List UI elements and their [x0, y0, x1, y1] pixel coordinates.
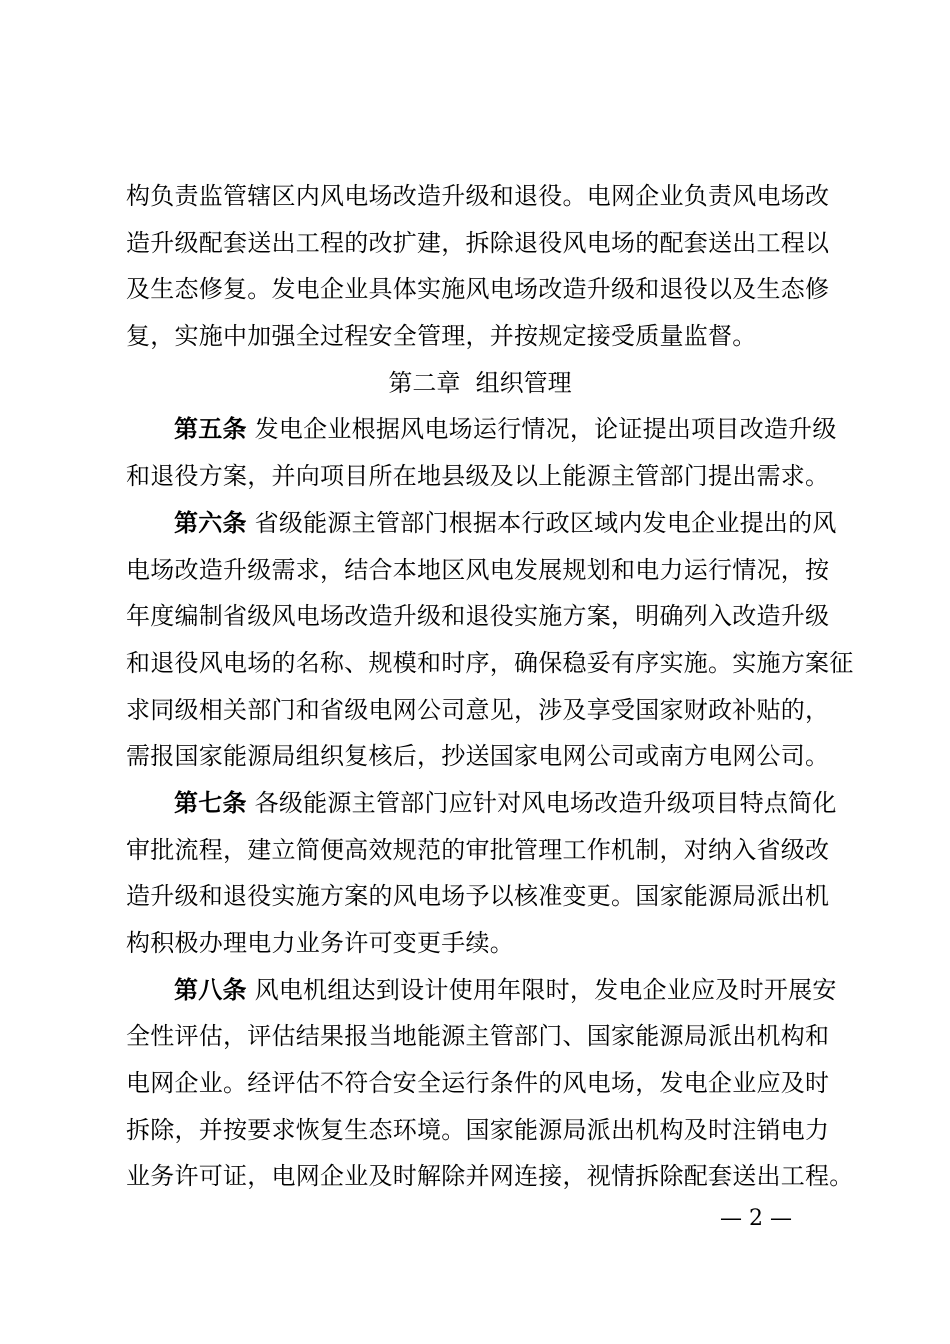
text-line: 及生态修复。发电企业具体实施风电场改造升级和退役以及生态修 — [126, 275, 830, 304]
article-text: 各级能源主管部门应针对风电场改造升级项目特点简化 — [254, 788, 837, 817]
text-line: 年度编制省级风电场改造升级和退役实施方案，明确列入改造升级 — [126, 602, 830, 631]
text-line: 构积极办理电力业务许可变更手续。 — [126, 929, 514, 957]
article-8 — [126, 967, 854, 1200]
article-7 — [126, 780, 837, 967]
article-5 — [126, 406, 837, 499]
article-text: 省级能源主管部门根据本行政区域内发电企业提出的风 — [254, 508, 837, 537]
article-first-line — [126, 406, 837, 453]
page-number: — 2 — — [720, 1206, 792, 1231]
article-first-line — [126, 500, 837, 547]
text-line: 需报国家能源局组织复核后，抄送国家电网公司或南方电网公司。 — [126, 742, 830, 771]
text-line: 造升级和退役实施方案的风电场予以核准变更。国家能源局派出机 — [126, 882, 830, 911]
text-line: 全性评估，评估结果报当地能源主管部门、国家能源局派出机构和 — [126, 1022, 830, 1051]
article-number: 第八条 — [174, 975, 247, 1004]
text-line: 审批流程，建立简便高效规范的审批管理工作机制，对纳入省级改 — [126, 835, 830, 864]
intro-paragraph — [126, 173, 834, 360]
article-6 — [126, 500, 854, 780]
document-body — [126, 173, 854, 1200]
article-first-line — [126, 780, 837, 827]
text-line: 电网企业。经评估不符合安全运行条件的风电场，发电企业应及时 — [126, 1069, 830, 1098]
text-line: 电场改造升级需求，结合本地区风电发展规划和电力运行情况，按 — [126, 555, 830, 584]
text-line: 求同级相关部门和省级电网公司意见，涉及享受国家财政补贴的， — [126, 695, 830, 724]
article-text: 发电企业根据风电场运行情况，论证提出项目改造升级 — [254, 415, 837, 444]
text-line: 复，实施中加强全过程安全管理，并按规定接受质量监督。 — [126, 322, 757, 351]
article-first-line — [126, 967, 837, 1014]
chapter-heading: 第二章 组织管理 — [388, 368, 572, 397]
article-text: 风电机组达到设计使用年限时，发电企业应及时开展安 — [254, 975, 837, 1004]
text-line: 拆除，并按要求恢复生态环境。国家能源局派出机构及时注销电力 — [126, 1115, 830, 1144]
article-number: 第六条 — [174, 508, 247, 537]
article-number: 第七条 — [174, 788, 247, 817]
article-number: 第五条 — [174, 415, 247, 444]
text-line: 造升级配套送出工程的改扩建，拆除退役风电场的配套送出工程以 — [126, 228, 830, 257]
text-line: 业务许可证，电网企业及时解除并网连接，视情拆除配套送出工程。 — [126, 1162, 854, 1191]
text-line: 和退役风电场的名称、规模和时序，确保稳妥有序实施。实施方案征 — [126, 648, 854, 677]
text-line: 构负责监管辖区内风电场改造升级和退役。电网企业负责风电场改 — [126, 182, 830, 210]
text-line: 和退役方案，并向项目所在地县级及以上能源主管部门提出需求。 — [126, 462, 830, 491]
